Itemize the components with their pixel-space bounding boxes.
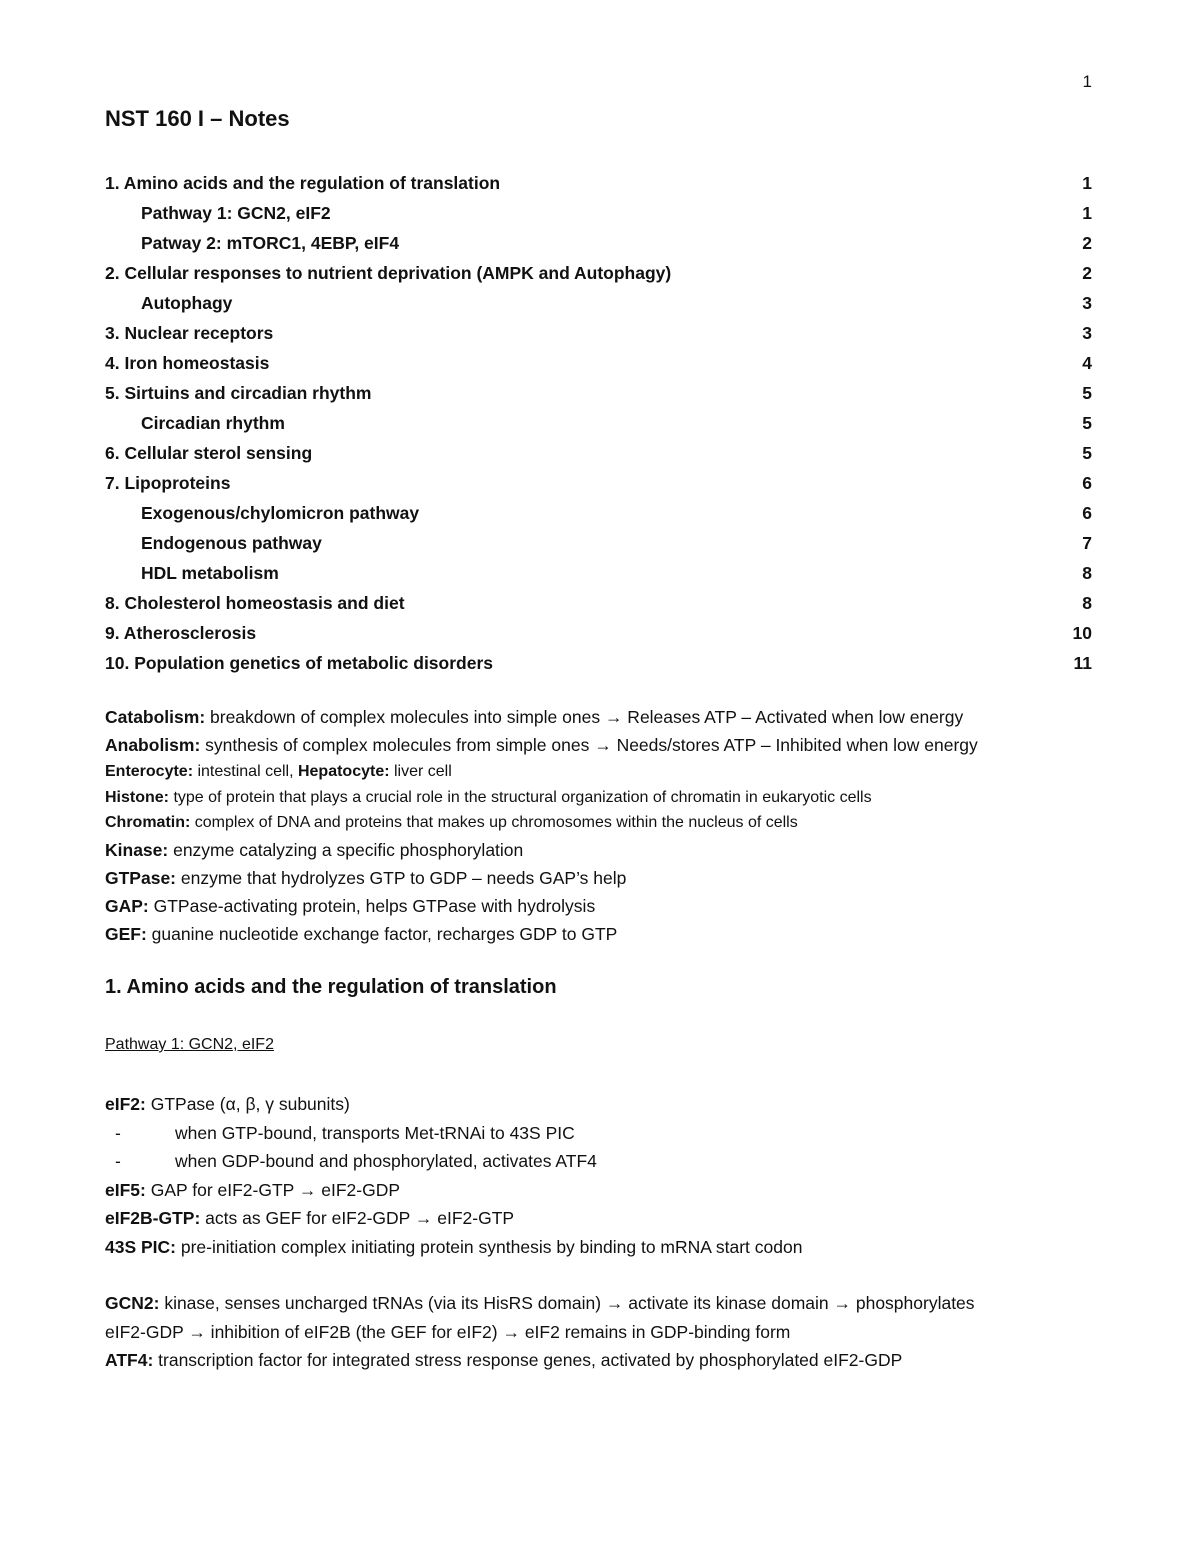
page-number: 1 xyxy=(1082,72,1092,91)
definition-term: Anabolism: xyxy=(105,735,201,755)
toc-entry-page: 11 xyxy=(1073,652,1092,673)
definition-term: 43S PIC: xyxy=(105,1236,176,1257)
definition-term: GTPase: xyxy=(105,867,176,888)
definition-gtpase xyxy=(105,864,1105,892)
toc-entry-label: Endogenous pathway xyxy=(141,532,322,553)
toc-entry-label: 7. Lipoproteins xyxy=(105,472,231,493)
toc-entry-label: Pathway 1: GCN2, eIF2 xyxy=(141,202,331,223)
definition-gef xyxy=(105,920,1105,948)
definition-atf4 xyxy=(105,1346,1095,1375)
toc-entry-page: 4 xyxy=(1082,352,1092,373)
definition-text: enzyme that hydrolyzes GTP to GDP – needs GAP’s help xyxy=(176,867,627,888)
toc-entry-page: 10 xyxy=(1072,622,1092,643)
definition-text: pre-initiation complex initiating protein synthesis by binding to mRNA start codon xyxy=(176,1236,803,1257)
toc-entry[interactable] xyxy=(105,528,1092,558)
definition-term: eIF2B-GTP: xyxy=(105,1208,201,1228)
toc-entry[interactable] xyxy=(105,618,1092,648)
definition-catabolism xyxy=(105,703,1105,731)
definition-eif2b xyxy=(105,1204,1095,1233)
definition-text: type of protein that plays a crucial role in the structural organization of chromatin in eukaryotic cells xyxy=(169,788,872,806)
definition-term: GAP: xyxy=(105,895,149,916)
toc-entry-label: Circadian rhythm xyxy=(141,412,285,433)
definition-text: acts as GEF for eIF2-GDP → eIF2-GTP xyxy=(200,1208,515,1228)
definition-text: kinase, senses uncharged tRNAs (via its HisRS domain) → activate its kinase domain → phosphorylates xyxy=(159,1293,975,1313)
toc-entry-page: 5 xyxy=(1082,412,1092,433)
definition-term: Hepatocyte: xyxy=(297,763,390,780)
definition-term: GCN2: xyxy=(105,1293,160,1313)
toc-entry-label: 10. Population genetics of metabolic disorders xyxy=(105,652,493,673)
toc-entry-label: 8. Cholesterol homeostasis and diet xyxy=(105,592,405,613)
definition-term: GEF: xyxy=(105,923,147,944)
section-heading: 1. Amino acids and the regulation of translation xyxy=(105,976,557,998)
toc-entry-page: 6 xyxy=(1082,502,1092,523)
definition-enterocyte xyxy=(105,759,1105,785)
toc-entry-label: Exogenous/chylomicron pathway xyxy=(141,502,420,523)
toc-entry[interactable] xyxy=(105,588,1092,618)
definition-term: Chromatin: xyxy=(105,814,191,831)
definition-eif2 xyxy=(105,1090,1095,1119)
definition-text: GAP for eIF2-GTP → eIF2-GDP xyxy=(145,1179,401,1200)
definition-histone xyxy=(105,785,1105,811)
definition-text: intestinal cell, xyxy=(193,763,298,780)
definition-term: Enterocyte: xyxy=(105,763,194,780)
definition-kinase xyxy=(105,836,1105,864)
list-item-text: when GTP-bound, transports Met-tRNAi to 43S PIC xyxy=(175,1122,575,1143)
definition-text: complex of DNA and proteins that makes up chromosomes within the nucleus of cells xyxy=(190,814,798,831)
toc-entry[interactable] xyxy=(105,228,1092,258)
definition-term: Catabolism: xyxy=(105,707,206,727)
definition-text: GTPase-activating protein, helps GTPase with hydrolysis xyxy=(148,895,596,916)
definition-term: ATF4: xyxy=(105,1350,154,1370)
definition-text: enzyme catalyzing a specific phosphorylation xyxy=(168,839,524,860)
toc-entry-page: 6 xyxy=(1082,472,1092,493)
list-item-text: when GDP-bound and phosphorylated, activates ATF4 xyxy=(175,1151,597,1171)
toc-entry[interactable] xyxy=(105,498,1092,528)
toc-entry[interactable] xyxy=(105,288,1092,318)
definition-anabolism xyxy=(105,731,1105,759)
list-item xyxy=(105,1147,1095,1176)
definition-text: GTPase (α, β, γ subunits) xyxy=(145,1094,350,1114)
definition-term: Histone: xyxy=(105,788,169,806)
definition-chromatin xyxy=(105,810,1105,836)
definition-term: eIF2: xyxy=(105,1094,146,1114)
toc-entry[interactable] xyxy=(105,408,1092,438)
toc-entry-label: HDL metabolism xyxy=(141,562,279,583)
toc-entry[interactable] xyxy=(105,468,1092,498)
toc-entry[interactable] xyxy=(105,318,1092,348)
toc-entry-page: 3 xyxy=(1082,322,1092,343)
toc-entry-page: 1 xyxy=(1082,202,1092,223)
toc-entry-label: 4. Iron homeostasis xyxy=(105,352,270,373)
list-item xyxy=(105,1119,1095,1148)
definition-text: synthesis of complex molecules from simple ones → Needs/stores ATP – Inhibited when low energy xyxy=(200,735,978,755)
toc-entry[interactable] xyxy=(105,378,1092,408)
definition-term: eIF5: xyxy=(105,1179,146,1200)
toc-entry[interactable] xyxy=(105,558,1092,588)
definition-text: guanine nucleotide exchange factor, recharges GDP to GTP xyxy=(146,923,618,944)
definition-text: liver cell xyxy=(389,763,452,780)
toc-entry-label: 6. Cellular sterol sensing xyxy=(105,442,313,463)
toc-entry-page: 3 xyxy=(1082,292,1092,313)
definition-text: breakdown of complex molecules into simple ones → Releases ATP – Activated when low energy xyxy=(205,707,964,727)
toc-entry-page: 8 xyxy=(1082,562,1092,583)
toc-entry-page: 2 xyxy=(1082,262,1092,283)
definition-eif5 xyxy=(105,1176,1095,1205)
toc-entry-page: 7 xyxy=(1082,532,1092,553)
toc-entry-page: 8 xyxy=(1082,592,1092,613)
toc-entry-page: 5 xyxy=(1082,382,1092,403)
toc-entry-label: Autophagy xyxy=(141,292,233,313)
definition-text: eIF2-GDP → inhibition of eIF2B (the GEF for eIF2) → eIF2 remains in GDP-binding form xyxy=(105,1321,791,1342)
definition-43s-pic xyxy=(105,1233,1095,1262)
toc-entry-label: 2. Cellular responses to nutrient deprivation (AMPK and Autophagy) xyxy=(105,262,672,283)
definition-term: Kinase: xyxy=(105,839,169,860)
toc-entry-page: 2 xyxy=(1082,232,1092,253)
toc-entry-label: 3. Nuclear receptors xyxy=(105,322,274,343)
toc-entry-label: 9. Atherosclerosis xyxy=(105,622,257,643)
toc-entry-label: Patway 2: mTORC1, 4EBP, eIF4 xyxy=(141,232,400,253)
document-title: NST 160 I – Notes xyxy=(105,106,290,131)
definition-text: transcription factor for integrated stress response genes, activated by phosphorylated eIF2-GDP xyxy=(153,1350,903,1370)
toc-entry[interactable] xyxy=(105,198,1092,228)
definition-gap xyxy=(105,892,1105,920)
definition-gcn2-continued xyxy=(105,1318,1095,1347)
toc-entry[interactable] xyxy=(105,438,1092,468)
toc-entry-label: 1. Amino acids and the regulation of translation xyxy=(105,172,501,193)
bullet-marker: - xyxy=(115,1151,121,1171)
toc-entry-label: 5. Sirtuins and circadian rhythm xyxy=(105,382,372,403)
toc-entry[interactable] xyxy=(105,348,1092,378)
definitions-list xyxy=(105,703,1105,948)
definition-gcn2 xyxy=(105,1289,1095,1318)
section-content xyxy=(105,1090,1095,1375)
bullet-marker: - xyxy=(115,1122,121,1143)
toc-entry-page: 1 xyxy=(1082,172,1092,193)
subsection-heading: Pathway 1: GCN2, eIF2 xyxy=(105,1036,274,1053)
toc-entry[interactable] xyxy=(105,168,1092,198)
toc-entry[interactable] xyxy=(105,258,1092,288)
toc-entry[interactable] xyxy=(105,648,1092,678)
toc-entry-page: 5 xyxy=(1082,442,1092,463)
table-of-contents xyxy=(105,168,1092,678)
